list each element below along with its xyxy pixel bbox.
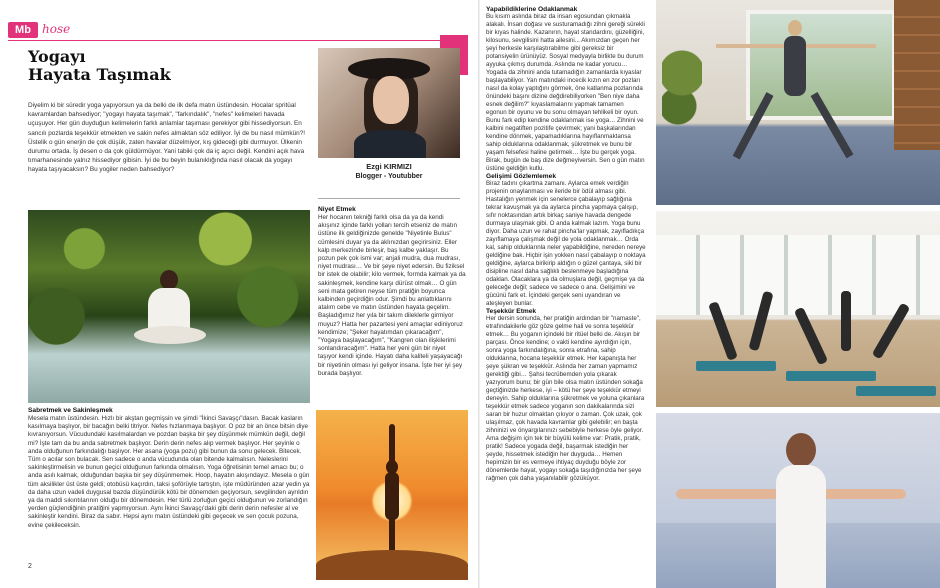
sunset-yoga-photo: [316, 410, 468, 580]
section-heading-sabretmek: Sabretmek ve Sakinleşmek: [28, 407, 113, 414]
header-rule: [8, 40, 463, 41]
right-page: [480, 0, 940, 588]
author-role: Blogger - Youtubber: [355, 173, 423, 180]
magazine-logo: Mb: [8, 22, 38, 38]
section-heading-tesekkur: Teşekkür Etmek: [486, 308, 537, 315]
section-heading-gelisim: Gelişimi Gözlemlemek: [486, 173, 556, 180]
byline-divider: [318, 198, 460, 199]
section-text-odaklanmak: Bu kısım aslında biraz da insan egosundan çıkmakla alakalı. İnsan doğası ve susturamadığı zihni gereği sürekli bir kıyas halinde. Kazanırın, hayat standardını, güzelliğini, kilosunu, sevgilisini hatta ailesini... Akımızdan geçen her şeyi herkesle karşılaştırabilme gibi gereksiz bir potansiyelin ürünüyüz. Sosyal medyayla birlikte bu durum ayyuka çıkmış durumda. Aslında ne kadar yorucu… Yogada da zihnini anda tutamadığın zamanlarda kıyaslar başlayabiliyor. Yan matındaki incecik kızın en zor pozları nasıl da kolay yaptığını görmek, öne katlanma pozlarında önündeki başını dizine değdirebiliyorken "Ben niye daha esnek değilim?" kıyaslamalarını yapmak tamamen egonun bir oyunu ve bu sonu olmayan tehlikeli bir oyun. Bunu fark edip kendine odaklanmak ise yoga… Zihnini ve kalbini negatiften pozitife çevirmek; yani başkalarından kendine dönmek, yapamadıklarına hayıflanmaktansa sahip olduklarına odaklanmak, şükretmek ve bunu bir yaşam felsefesi haline getirmek… İşte bu gerçek yoga. Birak, bugün de baş dize değmeyiversin. Sen o gün matın üstüne geldiğin kutlu.: [486, 13, 645, 172]
article-title: [28, 48, 171, 84]
group-yoga-class-photo: [656, 211, 940, 407]
section-heading-odaklanmak: Yapabildiklerine Odaklanmak: [486, 6, 578, 13]
warrior-figure: [776, 20, 816, 170]
author-portrait: [318, 48, 460, 158]
title-line-1: Yogayı: [28, 47, 86, 66]
article-intro: Diyelim ki bir süredir yoga yapıyorsun ya da belki de ilk defa matın üstündesin. Hocalar spritüal kavramlardan bahsediyor; "yogayı hayata taşımak", "farkındalık", "nefes" kelimeleri havada uçuşuyor. Her gün duyduğun kelimelerin farklı anlamlar taşıması gerekiyor gibi hissediyorsun. En sancılı pozlarda teşekkür etmekten ve sakin nefes almaktan söz ediliyor. İyi de bu nasıl mümkün?! Üstelik o gün enerjin de çok düşük, zaten havalar düzelmiyor, kış gideceği gibi durmuyor. Ülkenin durumu ortada. İş desen o da çok güldürmüyor. Yani tabiki çok da iç açıcı değil. Kendini açık hava tımarhanesinde yalnız hissediyor gibisin. İyi de bu beyin bulanıklığında nasıl olacak da yogayı hayata taşıyacaksın? Bu yogiler neden bahsediyor?: [28, 102, 306, 174]
page-number: 2: [28, 563, 32, 570]
section-text-sabretmek: Mesela matın üstündesin. Hızlı bir akştan geçmişsin ve şimdi "İkinci Savaşçı"dasın. Bacak kasların kasılmaya başlıyor, bir bacağın belki titriyor. Nefes hızlanmaya başlıyor. O poz bir an önce bitsin diye kıvranıyorsun. Vücudundaki kasılmalardan ve pozdan başka bir şey düşünmek mümkün değil, değil mi? İşte tam da bu anda sabretmek başlıyor. Derin derin nefes alıp vermek başlıyor. Her şeyinle o anda olduğunun farkındalığı başlıyor. Her asana (yoga pozu) gibi bunun da sonu gelecek. Bitecek. Tüm o acılar son bulacak. Sen sadece o anda vücudunda olan bitende kalmalısın. Neleslerini sakinleştirmelisin ve bunun geçici olduğunun farkında olmalısın. Yoga öğretisinin temel amacı bu; o anda asılı kalmak, olduğundan başka bir şey düşünmemek. Hoop, hayatın akışındayız. Mesela o gün tüm aksilikler üst üste geldi; otobüsü kaçırdın, taksi şoförüyle tartıştın, işte müdüründen azar yedin ya da daha uzun vadeli duygusal bazda düşündürük kötü bir dönemden geçiyorsun, sevgilinden ayrıldın ya da maddi sıkıntılarının olduğu bir dönemdesin. Her türlü zorluğun geçici olduğunun ve zorlandığın yerden güçlendiğinin pratiğini yapmıyorsun. Aynı İkinci Savaşçı'daki gibi derin derin nefesler al ve sakinleştir kendini. Biraz da sabır. Hepsi aynı matın üstündeki gibi geçecek ve sen çocuk pozuna, evine çekileceksin.: [28, 415, 310, 529]
title-line-2: Hayata Taşımak: [28, 65, 171, 84]
seaside-yoga-photo: [656, 413, 940, 588]
plant-shape: [662, 40, 702, 150]
author-name: Ezgi KIRMIZI: [366, 162, 412, 171]
meditation-photo: [28, 210, 310, 403]
section-text-niyet: Her hocanın tekniği farklı olsa da ya da kendi akışınız içinde farklı yolları tercih etseniz de matın üstüne ilk geldiğinizde genelde "Niyetinle Bulus" cümlesini duyar ya da aklınızdan geçirirsiniz. Eller kalp merkezinde birleşir, baş kalbe yaklaşır. Bu pozun pek çok ismi var; anjali mudra, dua mudrası, niyet mudrası… Ve bir şeye niyet edersin. Bu fiziksel bir istek de olabilir; kilo vermek, formda kalmak ya da sakinleşmek, kendine karşı dürüst olmak… O gün seni mata getiren neyse tüm pratiğin boyunca kalbinden geçirdiğin odur. Şimdi bu anlattıklarını atalım cebe ve matın üstünden hayata geçelim. Başladığımız her yıla bir takım dileklerle girmiyor muyuz? Hatta her pazartesi yeni amaçlar ediniyoruz kendimize; "Şeker hayatımdan çıkaracağım", "Yogaya başlayacağım", "Kangren olan ilişkilerimi sonlandıracağım". Hatta her yeni gün bir niyet taşıyor kendi içinde. Hayatı daha kaliteli yaşayacağı bir niyetinin olması iyi geliyor insana. İşte her iyi şey burada başlıyor.: [318, 214, 466, 377]
log-wall: [894, 0, 940, 150]
warrior-pose-photo: [656, 0, 940, 205]
meditating-person: [140, 270, 200, 350]
section-text-gelisim: Biraz tadını çıkartma zamanı. Aylarca emek verdiğin projenin onaylanması ve ileride bir ödül alması gibi. Hastalığın yenmek için senelerce çabalayıp sağlığına tekrar kavuşmak ya da aylarca pincha yapmaya çalışıp, sıfır noktasından artık birkaç saniye havada dengede durmaya ulaşmak gibi. O anda kalmak lazım. Yoga bunu diyor. Daha uzun ve rahat pincha'lar yapmak, zayıfladıkça zayıflamaya çalışmak değil de yola odaklanmak… Orda kal, sahip olduklarınla neler yapabildiğine, nereden nereye geldiğine bak. Hiçbir işin yokken nasıl çabalayıp o noktaya geldiğine, aylarca birikirip aldığın o güzel çantaya, siki bir disipline nasıl daha sağlıklı beslenmeye başladığına odaklan. Olacaklara ya da olmuşlara değil, geçmişe ya da geleceğe değil; sadece ve sadece o ana. Gelişimini ve gücünü fark et. İçindeki gerçek seni uyandıran ve ateşleyen bunlar.: [486, 180, 646, 307]
section-heading-niyet: Niyet Etmek: [318, 206, 356, 213]
stretching-woman: [756, 433, 846, 588]
section-label: hose: [42, 22, 71, 36]
author-byline: [318, 162, 460, 182]
section-text-tesekkur: Her dersin sonunda, her pratiğin ardından bir "namaste", etrafındakilerle göz göze gelme hali ve sonra teşekkür etmek… Bu yoganın içindeki bir ritüel belki de. Akışın bir parçası. Önce kendine; o vakti kendine ayırdığın için, sonra yoga farkındalığına, sonra etrafına, sahip olduklarına, hocana teşekkür etmek. Her kapanışta her şeye şükran ve teşekkür. Aslında her zaman yapmamız gerektiği gibi… Şahsi tecrübemden yola çıkarak yazıyorum bunu; bir gün bile olsa matın üstünden sokağa geçtiğinizde herkese, iyi – kötü her şeye teşekkür etmeyi deneyin. Sahip olduklarına şükretmek ve yoluna çıkanlara teşekkür etmek sadece yoganın son dakikalarında sizi saran bir huzur olmaktan çıkıyor o zaman. Çok uzak, çok ulaşılmaz, çok havada kavramlar gibi gelebilir; en başta zihninizi ve önyargılarınızı sebebiyle herkese öyle geliyor. Ama değişim için tek bir büyülü kelime var: Pratik, pratik, pratik! Sadece yogada değil, başarmak istediğin her şeyde, hissetmek istediğin her duyguda… Hemen hepimizin bir es vermeye ihtiyaç duyduğu böyle zor dönemlerde hayat, yogayı sokağa taşıdığınızda her şeye rağmen çok daha yaşanılabilir gözüküyor.: [486, 315, 645, 482]
right-text-column: [486, 6, 646, 580]
